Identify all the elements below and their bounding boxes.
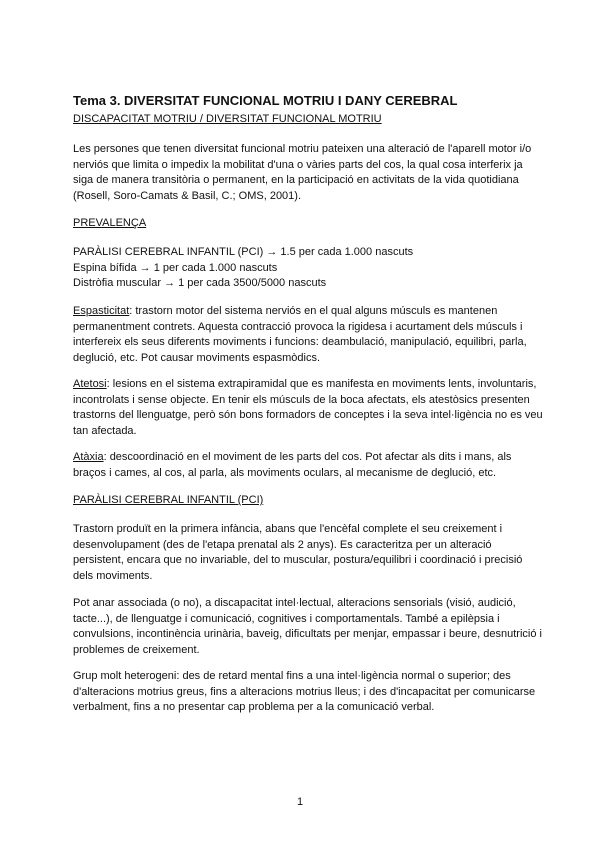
- pci-paragraph-3: Grup molt heterogeni: des de retard mental fins a una intel·ligència normal o superior; des d'alteracions motrius greus, fins a alteracions motrius lleus; i des d'incapacitat per comunicarse verbalment, fins a no presentar cap problema per a la comunicació verbal.: [73, 670, 536, 714]
- definition-text: : lesions en el sistema extrapiramidal que es manifesta en moviments lents, involuntaris, incontrolats i sense objecte. En tenir els músculs de la boca afectats, els atestòsics presenten trastorns del llenguatge, però són bons formadors de conceptes i la seva intel·ligència no es veu tan afectada.: [73, 378, 543, 437]
- definition-term: Atetosi: [73, 378, 107, 390]
- definition-text: : descoordinació en el moviment de les parts del cos. Pot afectar als dits i mans, als braços i cames, al cos, al parla, als moviments oculars, al mecanisme de deglució, etc.: [73, 451, 512, 479]
- definition-atetosi: [73, 377, 543, 439]
- prevalence-item-espina-bifida: Espina bífida → 1 per cada 1.000 nascuts: [73, 261, 278, 274]
- prevalence-list: [73, 245, 543, 292]
- definition-espasticitat: [73, 304, 543, 366]
- pci-paragraph-2: Pot anar associada (o no), a discapacitat intel·lectual, alteracions sensorials (visió, audició, tacte...), de llenguatge i comunicació, cognitives i comportamentals. També a epilèpsia i convulsions, incontinència urinària, baveig, dificultats per menjar, empassar i beure, desnutrició i problemes de creixement.: [73, 597, 542, 656]
- section-heading-discapacitat: DISCAPACITAT MOTRIU / DIVERSITAT FUNCIONAL MOTRIU: [73, 113, 382, 125]
- definition-ataxia: [73, 450, 543, 481]
- prevalence-item-distrofia: Distròfia muscular → 1 per cada 3500/5000 nascuts: [73, 277, 327, 290]
- section-heading-prevalenca: PREVALENÇA: [73, 217, 147, 229]
- prevalence-item-pci: PARÀLISI CEREBRAL INFANTIL (PCI) → 1.5 per cada 1.000 nascuts: [73, 246, 414, 258]
- section-heading-pci: PARÀLISI CEREBRAL INFANTIL (PCI): [73, 494, 264, 506]
- intro-paragraph: Les persones que tenen diversitat funcional motriu pateixen una alteració de l'aparell motor i/o nerviós que limita o impedix la mobilitat d'una o vàries parts del cos, la qual cosa interferix ja siga de manera transitòria o permanent, en la participació en activitats de la vida quotidiana (Rosell, Soro-Camats & Basil, C.; OMS, 2001).: [73, 143, 532, 202]
- definition-term: Atàxia: [73, 451, 104, 463]
- page-number: 1: [296, 796, 304, 808]
- definition-term: Espasticitat: [73, 305, 130, 317]
- pci-paragraph-1: Trastorn produït en la primera infància, abans que l'encèfal complete el seu creixement i desenvolupament (des de l'etapa prenatal als 2 anys). Es caracteritza per un alteració persistent, encara que no invariable, del to muscular, postura/equilibri i coordinació i precisió dels moviments.: [73, 523, 523, 582]
- definition-text: : trastorn motor del sistema nerviós en el qual alguns músculs es mantenen permanentment contrets. Aquesta contracció provoca la rigidesa i acurtament dels músculs i interfereix els seus diferents moviments i funcions: deambulació, manipulació, equilibri, parla, deglució, etc. Pot causar moviments espasmòdics.: [73, 305, 527, 364]
- page-title: Tema 3. DIVERSITAT FUNCIONAL MOTRIU I DANY CEREBRAL: [73, 93, 458, 108]
